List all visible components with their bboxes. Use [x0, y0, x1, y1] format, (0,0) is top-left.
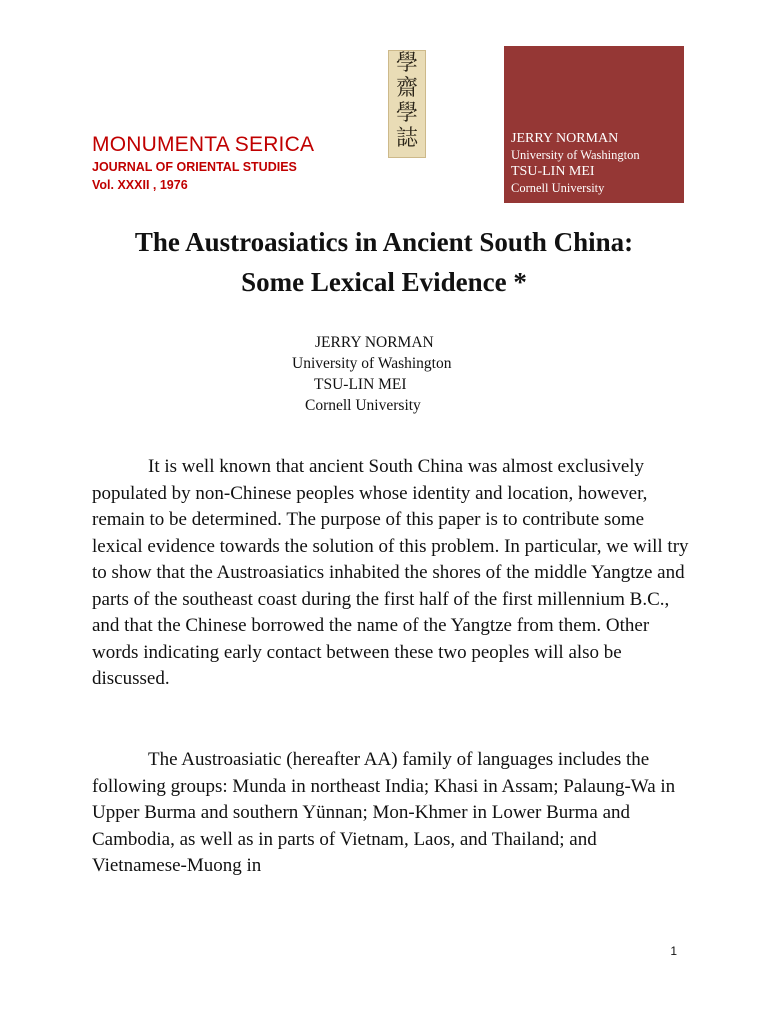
- article-title-line-2: Some Lexical Evidence *: [241, 267, 527, 297]
- author-box-affiliation-2: Cornell University: [511, 181, 605, 195]
- seal-glyph: 學: [395, 51, 418, 76]
- journal-name: MONUMENTA SERICA: [92, 133, 315, 156]
- author-box-author-2: TSU-LIN MEI: [511, 164, 595, 179]
- byline: [0, 332, 768, 416]
- seal-glyph: 誌: [395, 126, 418, 151]
- page-number: 1: [670, 944, 677, 958]
- byline-affiliation-2: Cornell University: [305, 397, 421, 414]
- article-title-line-1: The Austroasiatics in Ancient South China:: [134, 227, 634, 257]
- byline-affiliation-1: University of Washington: [292, 355, 452, 372]
- journal-volume: Vol. XXXII , 1976: [92, 178, 188, 192]
- body-paragraph-2: [92, 747, 692, 880]
- body-paragraph-1: [92, 454, 692, 693]
- author-box-author-1: JERRY NORMAN: [511, 131, 619, 146]
- seal-glyph: 學: [395, 101, 418, 126]
- calligraphy-seal-image: [388, 50, 426, 158]
- author-box: [504, 46, 684, 203]
- seal-glyph: 齋: [395, 76, 418, 101]
- journal-subtitle: JOURNAL OF ORIENTAL STUDIES: [92, 160, 297, 174]
- byline-author-2: TSU-LIN MEI: [314, 376, 407, 393]
- body-paragraph-2-text: The Austroasiatic (hereafter AA) family of languages includes the following groups: Munda in northeast India; Khasi in Assam; Palaung-Wa in Upper Burma and southern Yünnan; Mon-Khmer in Lower Burma and Cambodia, as well as in parts of Vietnam, Laos, and Thailand; and Vietnamese-Muong in: [92, 749, 676, 876]
- article-title: [0, 222, 768, 302]
- byline-author-1: JERRY NORMAN: [315, 334, 434, 351]
- journal-header: [92, 131, 314, 194]
- author-box-affiliation-1: University of Washington: [511, 148, 640, 162]
- body-paragraph-1-text: It is well known that ancient South China was almost exclusively populated by non-Chinese peoples whose identity and location, however, remain to be determined. The purpose of this paper is to contribute some lexical evidence towards the solution of this problem. In particular, we will try to show that the Austroasiatics inhabited the shores of the middle Yangtze and parts of the southeast coast during the first half of the first millennium B.C., and that the Chinese borrowed the name of the Yangtze from them. Other words indicating early contact between these two peoples will also be discussed.: [92, 456, 689, 689]
